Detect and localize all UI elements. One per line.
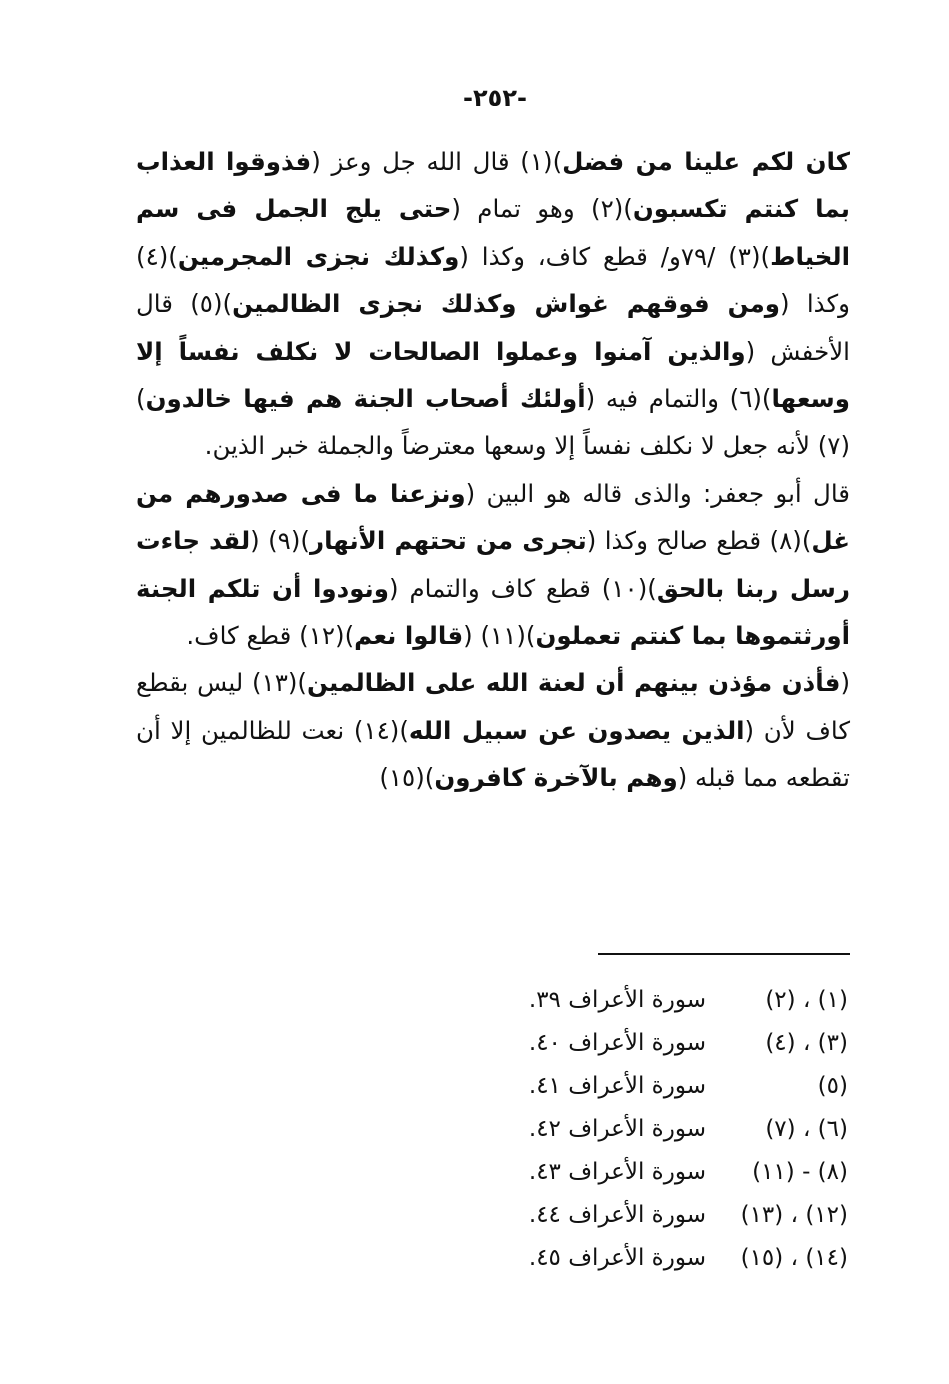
quran-quote: حتى يلج الجمل فى سم الخياط [136, 194, 850, 271]
commentary-text: )(١٠) قطع كاف والتمام ( [388, 573, 657, 603]
quran-quote: ونزعنا ما فى صدورهم من غل [136, 478, 850, 556]
quran-quote: الذين يصدون عن سبيل الله [408, 715, 745, 745]
quran-quote: فذوقوا العذاب بما كنتم تكسبون [136, 147, 850, 224]
quran-quote: كان لكم علينا من فضل [562, 147, 850, 176]
quran-quote: ونودوا أن تلكم الجنة أورثتموها بما كنتم تعملون [136, 573, 850, 651]
footnote-refs: (٦) ، (٧) [765, 1115, 848, 1142]
quran-quote: لقد جاءت رسل ربنا بالحق [136, 526, 850, 603]
commentary-text: )(٢) وهو تمام ( [451, 194, 633, 224]
commentary-text: )(٧) لأنه جعل لا نكلف نفساً إلا وسعها معترضاً والجملة خبر الذين. [136, 384, 850, 461]
footnote-source: سورة الأعراف ٤٥. [528, 1244, 706, 1271]
footnote [430, 1150, 848, 1193]
commentary-text: )(١١) ( [463, 621, 536, 651]
body-text [136, 138, 850, 802]
quran-quote: قالوا نعم [354, 621, 464, 651]
footnote-source: سورة الأعراف ٤٤. [528, 1201, 706, 1228]
footnote [430, 1107, 848, 1150]
quran-quote: وكذلك نجزى المجرمين [177, 241, 460, 271]
footnote-refs: (١٤) ، (١٥) [740, 1244, 848, 1271]
page-number: -٢٥٢- [463, 84, 527, 112]
footnote-refs: (٥) [817, 1072, 848, 1099]
paragraph-1 [136, 138, 850, 470]
footnote-source: سورة الأعراف ٤٣. [528, 1158, 706, 1185]
footnote [430, 1236, 848, 1279]
footnote-refs: (٨) - (١١) [752, 1158, 848, 1185]
quran-quote: ومن فوقهم غواش وكذلك نجزى الظالمين [232, 289, 781, 319]
commentary-text: )(٨) قطع صالح وكذا ( [586, 526, 812, 556]
footnote-source: سورة الأعراف ٤٢. [528, 1115, 706, 1142]
quran-quote: والذين آمنوا وعملوا الصالحات لا نكلف نفساً إلا وسعها [136, 336, 851, 414]
footnote-refs: (٣) ، (٤) [765, 1029, 848, 1056]
paragraph-3 [136, 659, 850, 801]
commentary-text: )(١٢) قطع كاف. [186, 621, 355, 651]
footnote [430, 978, 848, 1021]
commentary-text: )(٣) /٧٩و/ قطع كاف، وكذا ( [459, 241, 771, 271]
commentary-text: )(٤) وكذا ( [136, 241, 850, 319]
footnote [430, 1193, 848, 1236]
footnote-separator [598, 953, 850, 955]
commentary-text: )(١٥) [379, 763, 435, 793]
footnote-refs: (١٢) ، (١٣) [740, 1201, 848, 1228]
commentary-text: )(٥) قال الأخفش ( [136, 289, 850, 366]
commentary-text: )(١٤) نعت للظالمين إلا أن تقطعه مما قبله ( [136, 715, 850, 793]
quran-quote: أولئك أصحاب الجنة هم فيها خالدون [145, 384, 586, 414]
footnote [430, 1064, 848, 1107]
commentary-text: )(١) قال الله جل وعز ( [311, 147, 563, 176]
commentary-text: )(٩) ( [250, 526, 310, 556]
quran-quote: فأذن مؤذن بينهم أن لعنة الله على الظالمين [307, 668, 841, 698]
footnote-source: سورة الأعراف ٣٩. [528, 986, 706, 1013]
commentary-text: ( [840, 668, 850, 698]
footnote-source: سورة الأعراف ٤١. [528, 1072, 706, 1099]
footnote [430, 1021, 848, 1064]
quran-quote: تجرى من تحتهم الأنهار [309, 526, 587, 556]
footnote-refs: (١) ، (٢) [765, 986, 848, 1013]
footnote-source: سورة الأعراف ٤٠. [528, 1029, 706, 1056]
commentary-text: )(١٣) ليس بقطع كاف لأن ( [136, 668, 851, 745]
commentary-text: قال أبو جعفر: والذى قاله هو البين ( [465, 478, 850, 508]
paragraph-2 [136, 470, 850, 660]
quran-quote: وهم بالآخرة كافرون [434, 763, 678, 793]
commentary-text: )(٦) والتمام فيه ( [585, 384, 772, 414]
footnotes [430, 978, 848, 1279]
